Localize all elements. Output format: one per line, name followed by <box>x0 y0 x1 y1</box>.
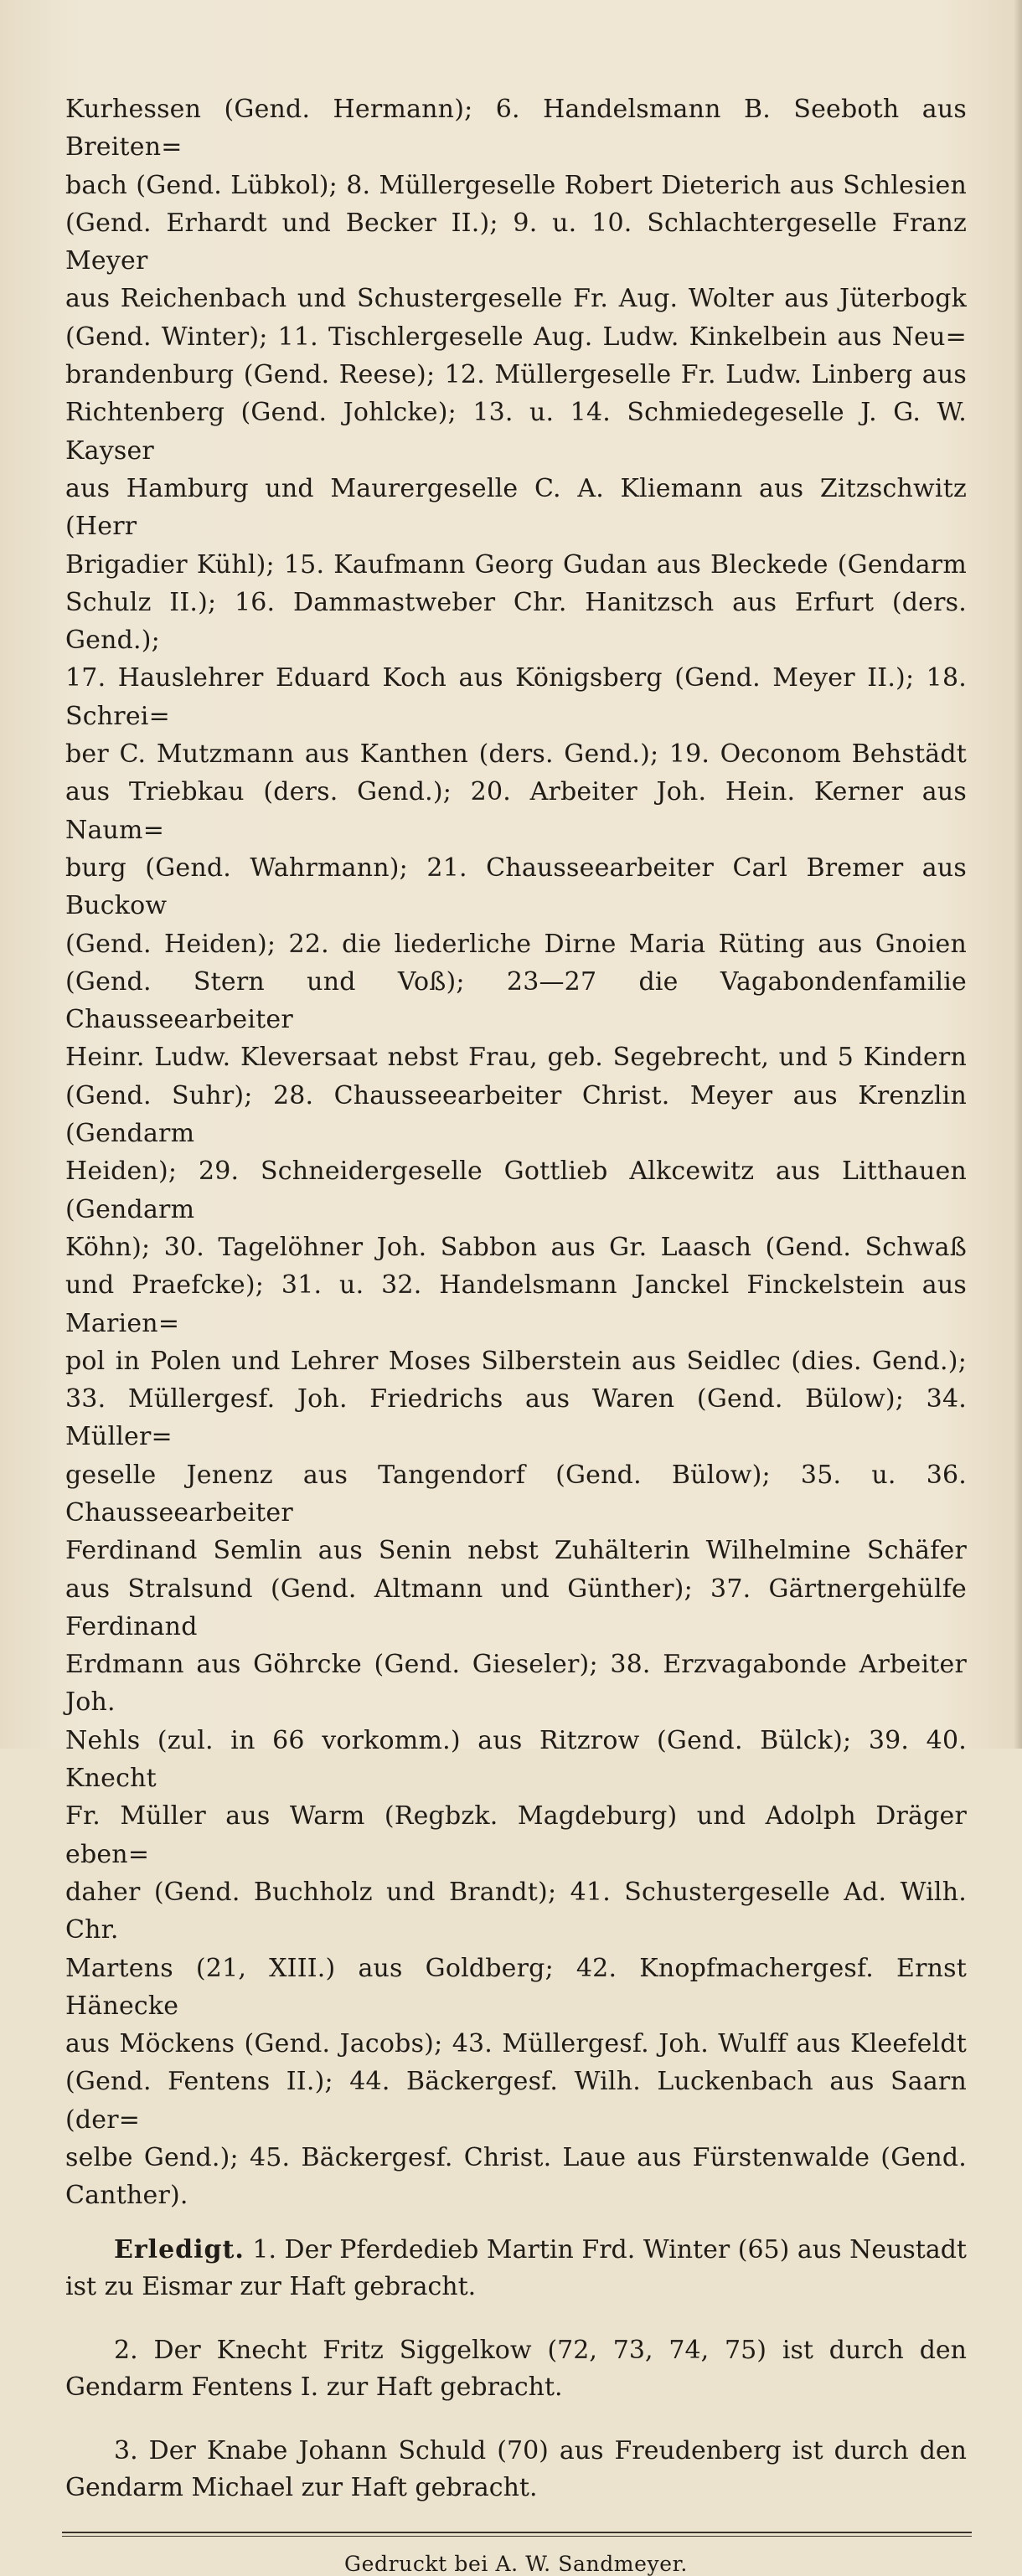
text-line: aus Triebkau (ders. Gend.); 20. Arbeiter Joh. Hein. Kerner aus Naum= <box>65 777 967 845</box>
text-line: Schulz II.); 16. Dammastweber Chr. Hanitzsch aus Erfurt (ders. Gend.); <box>65 587 967 656</box>
text-line: bach (Gend. Lübkol); 8. Müllergeselle Robert Dieterich aus Schlesien <box>65 170 967 200</box>
text-line: aus Reichenbach und Schustergeselle Fr. Aug. Wolter aus Jüterbogk <box>65 284 967 314</box>
text-line: brandenburg (Gend. Reese); 12. Müllergeselle Fr. Ludw. Linberg aus <box>65 360 967 390</box>
text-line: (Gend. Suhr); 28. Chausseearbeiter Christ. Meyer aus Krenzlin (Gendarm <box>65 1080 967 1149</box>
erledigt-item-1-text: 1. Der Pferdedieb Martin Frd. Winter (65) aus Neustadt <box>244 2234 967 2264</box>
erledigt-item-3: 3. Der Knabe Johann Schuld (70) aus Freudenberg ist durch den <box>114 2435 967 2465</box>
page-edge-shadow <box>1014 0 1022 1749</box>
erledigt-item-1-cont: ist zu Eismar zur Haft gebracht. <box>65 2271 477 2301</box>
text-line: Ferdinand Semlin aus Senin nebst Zuhälterin Wilhelmine Schäfer <box>65 1536 967 1566</box>
text-line: Köhn); 30. Tagelöhner Joh. Sabbon aus Gr. Laasch (Gend. Schwaß <box>65 1232 967 1262</box>
text-line: geselle Jenenz aus Tangendorf (Gend. Bülow); 35. u. 36. Chausseearbeiter <box>65 1460 967 1528</box>
text-line: pol in Polen und Lehrer Moses Silberstein aus Seidlec (dies. Gend.); <box>65 1346 967 1376</box>
text-line: und Praefcke); 31. u. 32. Handelsmann Janckel Finckelstein aus Marien= <box>65 1270 967 1338</box>
erledigt-item-1 <box>65 2232 967 2269</box>
text-line: selbe Gend.); 45. Bäckergesf. Christ. Laue aus Fürstenwalde (Gend. Canther). <box>65 2143 967 2211</box>
text-line: Fr. Müller aus Warm (Regbzk. Magdeburg) und Adolph Dräger eben= <box>65 1801 967 1869</box>
text-line: ber C. Mutzmann aus Kanthen (ders. Gend.); 19. Oeconom Behstädt <box>65 739 967 770</box>
text-line: (Gend. Winter); 11. Tischlergeselle Aug. Ludw. Kinkelbein aus Neu= <box>65 322 967 352</box>
text-line: 17. Hauslehrer Eduard Koch aus Königsberg (Gend. Meyer II.); 18. Schrei= <box>65 663 967 731</box>
text-line: aus Möckens (Gend. Jacobs); 43. Müllergesf. Joh. Wulff aus Kleefeldt <box>65 2029 967 2059</box>
divider-rule <box>62 2532 972 2537</box>
text-line: Martens (21, XIII.) aus Goldberg; 42. Knopfmachergesf. Ernst Hänecke <box>65 1953 967 2021</box>
text-line: Erdmann aus Göhrcke (Gend. Gieseler); 38. Erzvagabonde Arbeiter Joh. <box>65 1650 967 1718</box>
text-line: aus Stralsund (Gend. Altmann und Günther); 37. Gärtnergehülfe Ferdinand <box>65 1574 967 1641</box>
text-line: Brigadier Kühl); 15. Kaufmann Georg Gudan aus Bleckede (Gendarm <box>65 549 967 580</box>
printer-imprint: Gedruckt bei A. W. Sandmeyer. <box>344 2551 688 2576</box>
text-line: burg (Gend. Wahrmann); 21. Chausseearbeiter Carl Bremer aus Buckow <box>65 853 967 921</box>
text-line: (Gend. Stern und Voß); 23—27 die Vagabondenfamilie Chausseearbeiter <box>65 966 967 1035</box>
erledigt-item-2-cont: Gendarm Fentens I. zur Haft gebracht. <box>65 2372 563 2402</box>
text-line: (Gend. Erhardt und Becker II.); 9. u. 10. Schlachtergeselle Franz Meyer <box>65 208 967 276</box>
text-line: Heiden); 29. Schneidergeselle Gottlieb Alkcewitz aus Litthauen (Gendarm <box>65 1157 967 1224</box>
text-line: Kurhessen (Gend. Hermann); 6. Handelsmann B. Seeboth aus Breiten= <box>65 95 967 162</box>
text-line: (Gend. Heiden); 22. die liederliche Dirne Maria Rüting aus Gnoien <box>65 929 967 959</box>
erledigt-section <box>65 2232 967 2506</box>
text-line: Heinr. Ludw. Kleversaat nebst Frau, geb. Segebrecht, und 5 Kindern <box>65 1043 967 1073</box>
text-line: (Gend. Fentens II.); 44. Bäckergesf. Wilh. Luckenbach aus Saarn (der= <box>65 2067 967 2135</box>
main-text-block <box>65 90 967 2215</box>
text-line: Nehls (zul. in 66 vorkomm.) aus Ritzrow (Gend. Bülck); 39. 40. Knecht <box>65 1725 967 1794</box>
erledigt-item-3-cont: Gendarm Michael zur Haft gebracht. <box>65 2472 538 2502</box>
text-line: aus Hamburg und Maurergeselle C. A. Kliemann aus Zitzschwitz (Herr <box>65 473 967 542</box>
text-line: Richtenberg (Gend. Johlcke); 13. u. 14. Schmiedegeselle J. G. W. Kayser <box>65 398 967 466</box>
erledigt-heading: Erledigt. <box>114 2234 245 2264</box>
erledigt-item-2: 2. Der Knecht Fritz Siggelkow (72, 73, 74, 75) ist durch den <box>114 2335 967 2365</box>
text-line: 33. Müllergesf. Joh. Friedrichs aus Waren (Gend. Bülow); 34. Müller= <box>65 1384 967 1452</box>
text-line: daher (Gend. Buchholz und Brandt); 41. Schustergeselle Ad. Wilh. Chr. <box>65 1877 967 1945</box>
